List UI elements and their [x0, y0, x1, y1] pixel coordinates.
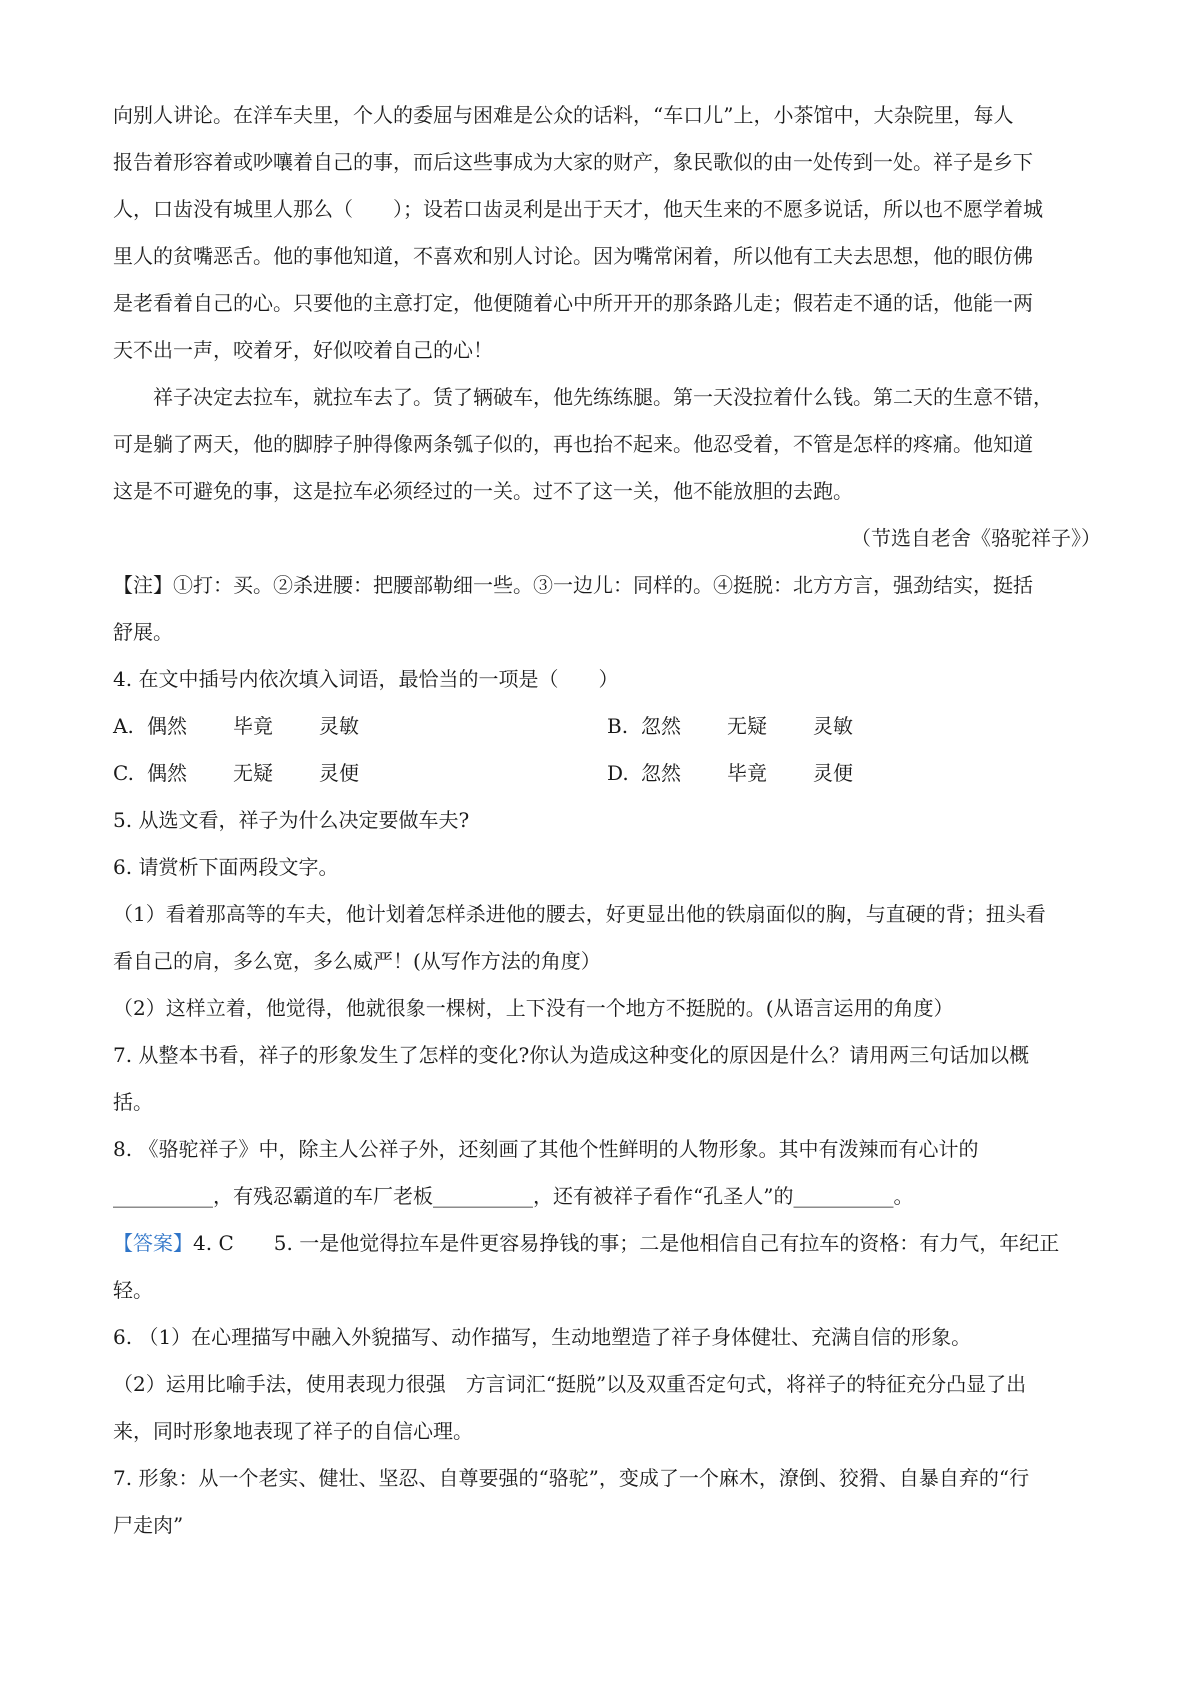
question-6: 6. 请赏析下面两段文字。: [113, 855, 339, 879]
question-6-1: 看自己的肩，多么宽，多么威严！(从写作方法的角度）: [113, 949, 601, 973]
q4-option-c: [113, 750, 607, 797]
answer-tag: 【答案】: [113, 1231, 193, 1255]
option-word: 灵便: [319, 761, 359, 785]
option-word: 灵便: [813, 761, 853, 785]
option-word: 灵敏: [813, 714, 853, 738]
q4-options-row: [113, 750, 1101, 797]
option-letter: D.: [607, 761, 629, 785]
answer-6-2: 来，同时形象地表现了祥子的自信心理。: [113, 1419, 473, 1443]
question-4: 4. 在文中插号内依次填入词语，最恰当的一项是（ ）: [113, 667, 619, 691]
question-8: 8. 《骆驼祥子》中，除主人公祥子外，还刻画了其他个性鲜明的人物形象。其中有泼辣而有心计的: [113, 1137, 979, 1161]
passage-source: （节选自老舍《骆驼祥子》）: [851, 526, 1101, 550]
question-7: 括。: [113, 1090, 153, 1114]
question-6-2: （2）这样立着，他觉得，他就很象一棵树，上下没有一个地方不挺脱的。(从语言运用的角度）: [113, 996, 954, 1020]
answer-7: 7. 形象：从一个老实、健壮、坚忍、自尊要强的“骆驼”，变成了一个麻木，潦倒、狡猾、自暴自弃的“行: [113, 1466, 1030, 1490]
answer-6-2: （2）运用比喻手法，使用表现力很强 方言词汇“挺脱”以及双重否定句式，将祥子的特征充分凸显了出: [113, 1372, 1027, 1396]
passage-line: 天不出一声，咬着牙，好似咬着自己的心！: [113, 338, 493, 362]
passage-line: 里人的贫嘴恶舌。他的事他知道，不喜欢和别人讨论。因为嘴常闲着，所以他有工夫去思想，他的眼仿佛: [113, 244, 1033, 268]
question-5: 5. 从选文看，祥子为什么决定要做车夫?: [113, 808, 470, 832]
note-line: 舒展。: [113, 620, 173, 644]
passage-line: 是老看着自己的心。只要他的主意打定，他便随着心中所开开的那条路儿走；假若走不通的话，他能一两: [113, 291, 1033, 315]
q4-option-b: [607, 703, 1101, 750]
option-word: 毕竟: [727, 761, 767, 785]
q4-options-row: [113, 703, 1101, 750]
passage-line: 可是躺了两天，他的脚脖子肿得像两条瓠子似的，再也抬不起来。他忍受着，不管是怎样的疼痛。他知道: [113, 432, 1033, 456]
option-word: 毕竟: [233, 714, 273, 738]
answer-4-5: [113, 1220, 1101, 1267]
option-word: 无疑: [727, 714, 767, 738]
passage-line: 祥子决定去拉车，就拉车去了。赁了辆破车，他先练练腿。第一天没拉着什么钱。第二天的生意不错，: [153, 385, 1053, 409]
q4-option-a: [113, 703, 607, 750]
answer-7: 尸走肉”: [113, 1513, 184, 1537]
option-letter: A.: [113, 714, 134, 738]
passage-line: 向别人讲论。在洋车夫里，个人的委屈与困难是公众的话料，“车口儿”上，小茶馆中，大杂院里，每人: [113, 103, 1014, 127]
answer-5: 5. 一是他觉得拉车是件更容易挣钱的事；二是他相信自己有拉车的资格：有力气，年纪正: [273, 1231, 1060, 1255]
option-letter: C.: [113, 761, 134, 785]
option-word: 偶然: [147, 761, 187, 785]
document-page: [113, 92, 1101, 1549]
note-line: 【注】①打：买。②杀进腰：把腰部勒细一些。③一边儿：同样的。④挺脱：北方方言，强劲结实，挺括: [113, 573, 1033, 597]
question-7: 7. 从整本书看，祥子的形象发生了怎样的变化?你认为造成这种变化的原因是什么？请用两三句话加以概: [113, 1043, 1030, 1067]
answer-5: 轻。: [113, 1278, 153, 1302]
question-8: __________，有残忍霸道的车厂老板__________，还有被祥子看作“孔圣人”的__________。: [113, 1184, 914, 1208]
question-6-1: （1）看着那高等的车夫，他计划着怎样杀进他的腰去，好更显出他的铁扇面似的胸，与直硬的背；扭头看: [113, 902, 1046, 926]
passage-line: 人，口齿没有城里人那么（ ）；设若口齿灵利是出于天才，他天生来的不愿多说话，所以也不愿学着城: [113, 197, 1043, 221]
q4-option-d: [607, 750, 1101, 797]
answer-4: 4. C: [193, 1231, 234, 1255]
option-word: 忽然: [641, 714, 681, 738]
option-word: 灵敏: [319, 714, 359, 738]
option-word: 无疑: [233, 761, 273, 785]
option-word: 忽然: [641, 761, 681, 785]
option-word: 偶然: [147, 714, 187, 738]
passage-line: 报告着形容着或吵嚷着自己的事，而后这些事成为大家的财产，象民歌似的由一处传到一处。祥子是乡下: [113, 150, 1033, 174]
passage-line: 这是不可避免的事，这是拉车必须经过的一关。过不了这一关，他不能放胆的去跑。: [113, 479, 853, 503]
option-letter: B.: [607, 714, 629, 738]
answer-6-1: 6. （1）在心理描写中融入外貌描写、动作描写，生动地塑造了祥子身体健壮、充满自信的形象。: [113, 1325, 972, 1349]
